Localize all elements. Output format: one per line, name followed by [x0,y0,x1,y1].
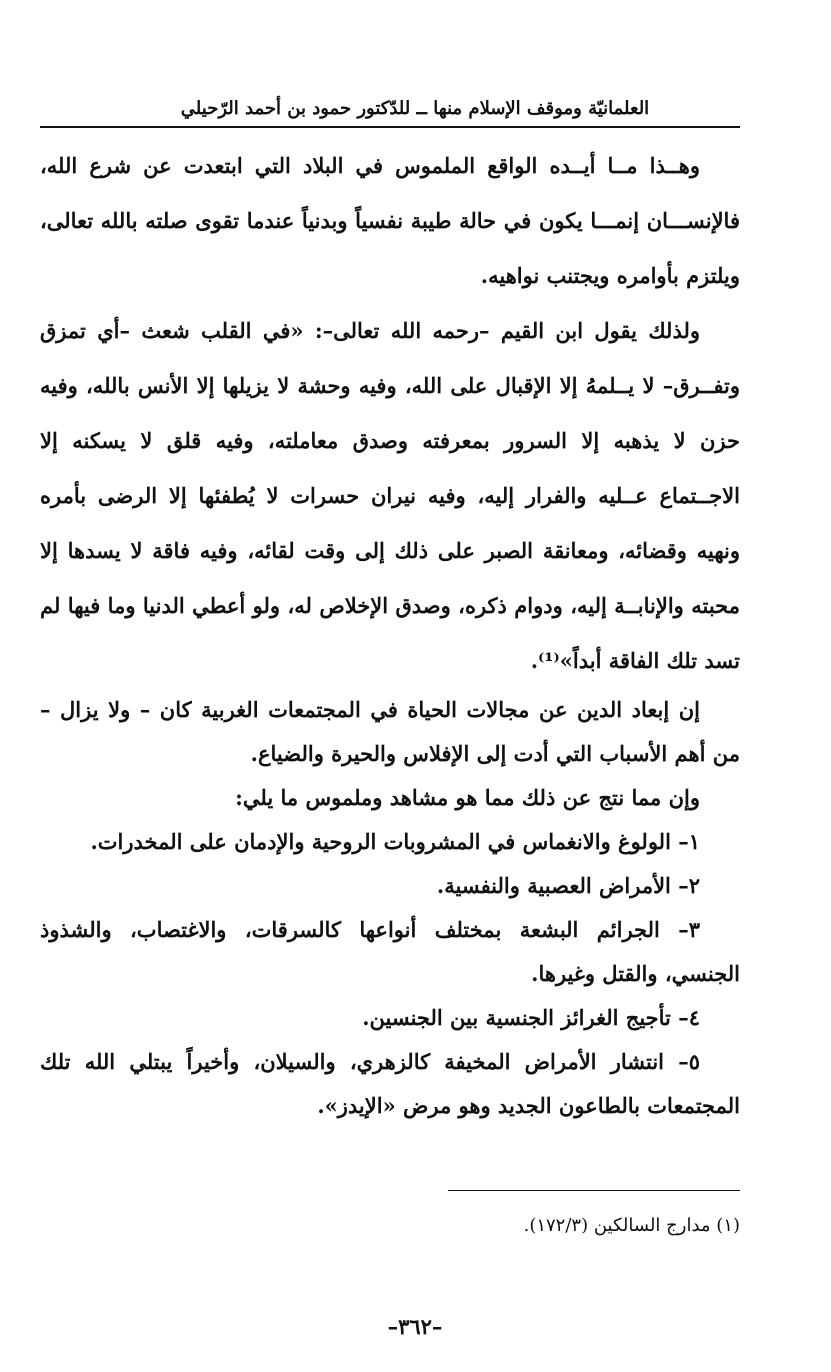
footnote-1: (١) مدارج السالكين (١٧٢/٣). [523,1215,740,1236]
list-item-1: ١– الولوغ والانغماس في المشروبات الروحية والإدمان على المخدرات. [90,829,700,854]
footnote-rule [448,1190,740,1191]
main-text [40,138,740,1128]
list-item-3: ٣– الجرائم البشعة بمختلف أنواعها كالسرقات، والاغتصاب، والشذوذ الجنسي، والقتل وغيرها. [40,917,740,986]
paragraph-1: وهــذا مــا أيــده الواقع الملموس في البلاد التي ابتعدت عن شرع الله، فالإنســـان إنمـــا يكون في حالة طيبة نفسياً وبدنياً عندما تقوى صلته بالله تعالى، ويلتزم بأوامره ويجتنب نواهيه. [40,153,740,288]
header-rule [40,126,740,128]
page-number: –٣٦٢– [387,1314,443,1339]
list-item-4: ٤– تأجيج الغرائز الجنسية بين الجنسين. [362,1005,700,1030]
list-item-2: ٢– الأمراض العصبية والنفسية. [436,873,700,898]
paragraph-4: وإن مما نتج عن ذلك مما هو مشاهد وملموس ما يلي: [235,785,700,810]
running-header-title: العلمانيّة وموقف الإسلام منها ــ للدّكتور حمود بن أحمد الرّحيلي [180,98,650,119]
paragraph-2-ibn-alqayyim-quote: ولذلك يقول ابن القيم –رحمه الله تعالى–: «في القلب شعث –أي تمزق وتفــرق– لا يــلمهُ إلا الإقبال على الله، وفيه وحشة لا يزيلها إلا الأنس بالله، وفيه حزن لا يذهبه إلا السرور بمعرفته وصدق معاملته، وفيه قلق لا يسكنه إلا الاجــتماع عــليه والفرار إليه، وفيه نيران حسرات لا يُطفئها إلا الرضى بأمره ونهيه وقضائه، ومعانقة الصبر على ذلك إلى وقت لقائه، وفيه فاقة لا يسدها إلا محبته والإنابــة إليه، ودوام ذكره، وصدق الإخلاص له، ولو أعطي الدنيا وما فيها لم تسد تلك الفاقة أبداً»⁽¹⁾. [40,318,740,673]
list-item-5: ٥– انتشار الأمراض المخيفة كالزهري، والسيلان، وأخيراً يبتلي الله تلك المجتمعات بالطاعون الجديد وهو مرض «الإيدز». [40,1049,740,1118]
paragraph-3: إن إبعاد الدين عن مجالات الحياة في المجتمعات الغربية كان – ولا يزال – من أهم الأسباب التي أدت إلى الإفلاس والحيرة والضياع. [40,697,740,766]
